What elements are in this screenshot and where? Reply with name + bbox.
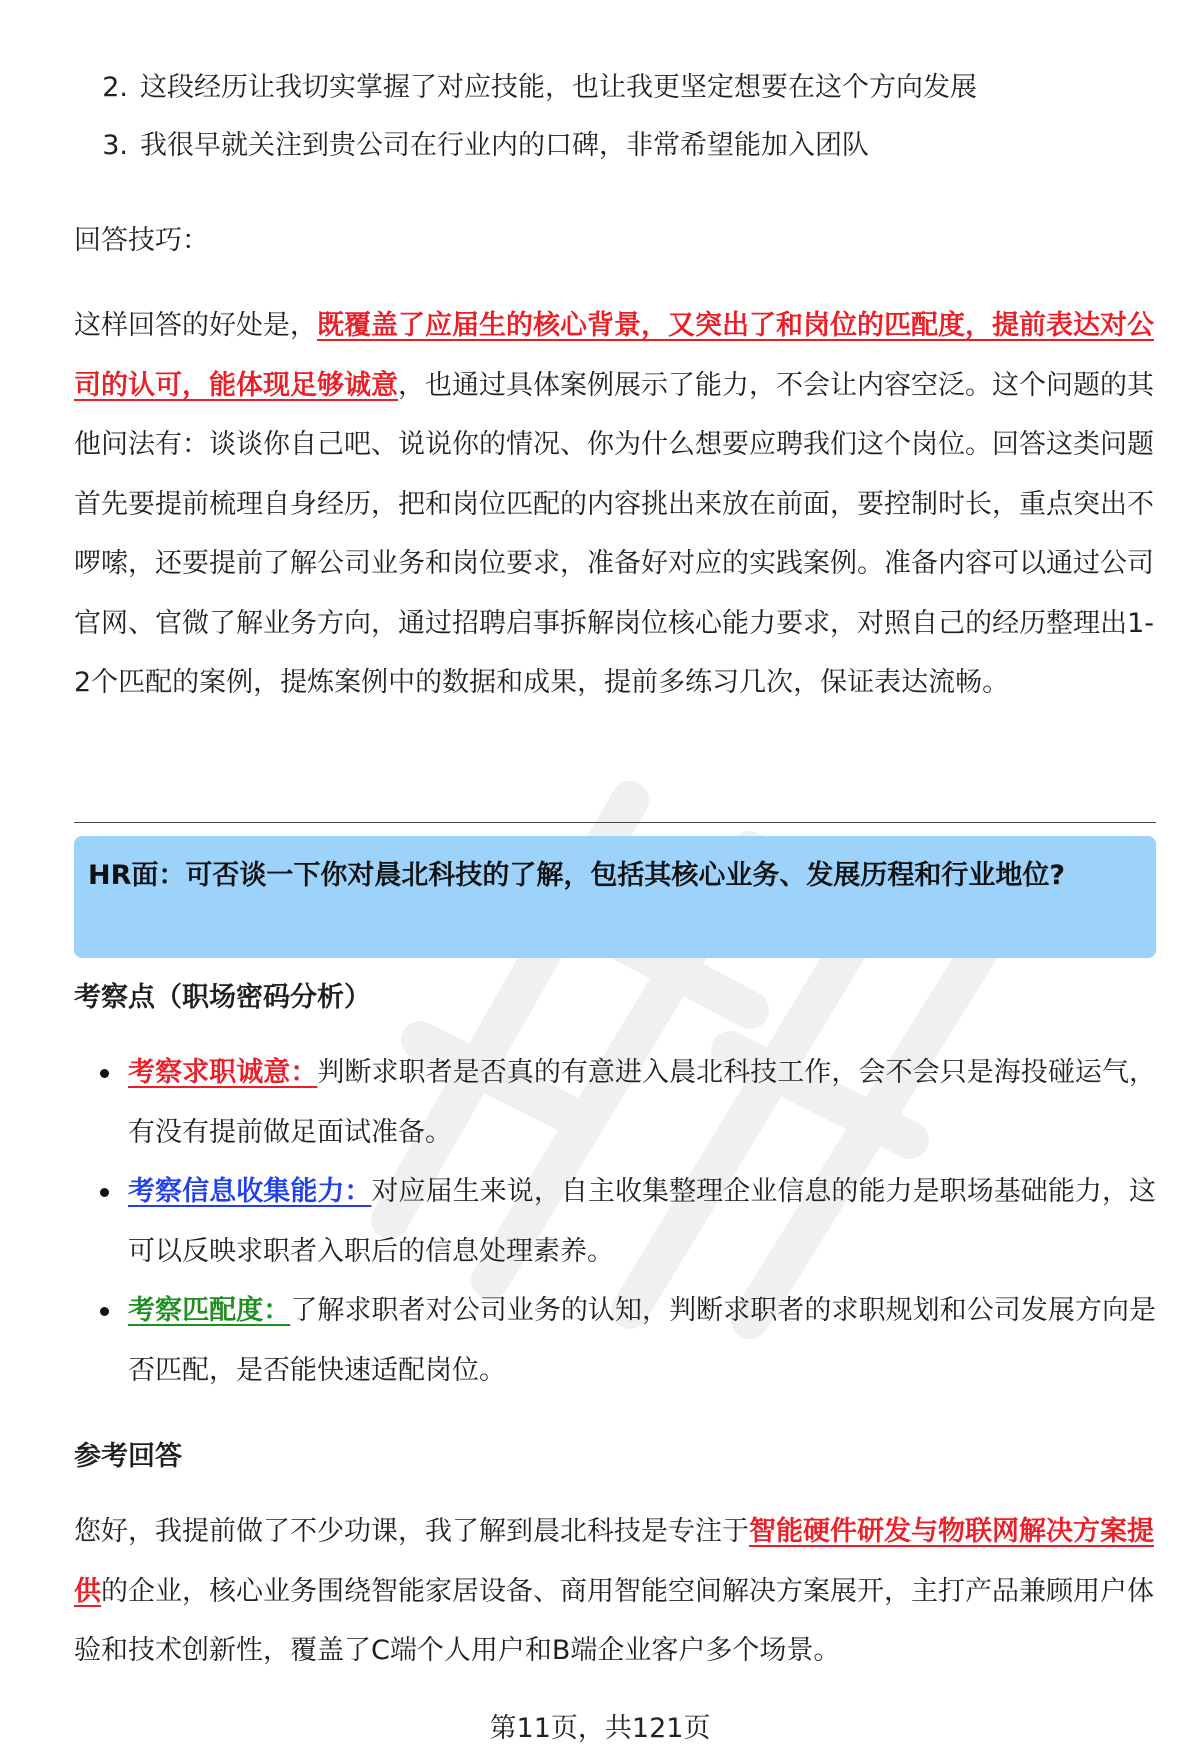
list-item-text: 这段经历让我切实掌握了对应技能，也让我更坚定想要在这个方向发展 [140, 72, 977, 103]
list-item [74, 126, 1154, 184]
reference-heading: 参考回答 [74, 1441, 182, 1472]
answer-text-start: 您好，我提前做了不少功课，我了解到晨北科技是专注于 [74, 1516, 749, 1547]
answer-text-rest: 的企业，核心业务围绕智能家居设备、商用智能空间解决方案展开，主打产品兼顾用户体验和技术创新性，覆盖了C端个人用户和B端企业客户多个场景。 [74, 1575, 1154, 1666]
list-item-number: 3. [102, 130, 128, 161]
assessment-item [74, 1043, 1156, 1162]
assessment-item [74, 1162, 1156, 1281]
assessment-text: 判断求职者是否真的有意进入晨北科技工作，会不会只是海投碰运气，有没有提前做足面试准备。 [128, 1057, 1157, 1148]
page-footer: 第11页，共121页 [489, 1713, 711, 1744]
list-item-number: 2. [102, 72, 128, 103]
tips-label: 回答技巧： [74, 225, 209, 256]
tips-text-rest: ，也通过具体案例展示了能力，不会让内容空泛。这个问题的其他问法有：谈谈你自己吧、说说你的情况、你为什么想要应聘我们这个岗位。回答这类问题首先要提前梳理自身经历，把和岗位匹配的内容挑出来放在前面，要控制时长，重点突出不啰嗦，还要提前了解公司业务和岗位要求，准备好对应的实践案例。准备内容可以通过公司官网、官微了解业务方向，通过招聘启事拆解岗位核心能力要求，对照自己的经历整理出1-2个匹配的案例，提炼案例中的数据和成果，提前多练习几次，保证表达流畅。 [74, 369, 1154, 698]
answer-highlight: 智能硬件研发与物联网解决方案提供 [74, 1516, 1154, 1607]
list-item [74, 68, 1154, 126]
assessment-item [74, 1281, 1156, 1400]
numbered-list [74, 68, 1154, 184]
bullet-dot-icon [74, 1043, 128, 1162]
assessment-list [74, 1043, 1156, 1400]
question-text: HR面：可否谈一下你对晨北科技的了解，包括其核心业务、发展历程和行业地位? [88, 860, 1066, 891]
assessment-label: 考察求职诚意： [128, 1057, 318, 1088]
list-item-text: 我很早就关注到贵公司在行业内的口碑，非常希望能加入团队 [140, 130, 869, 161]
answer-paragraph [74, 1502, 1154, 1681]
assessment-label: 考察信息收集能力： [128, 1176, 372, 1207]
tips-highlight: 既覆盖了应届生的核心背景，又突出了和岗位的匹配度，提前表达对公司的认可，能体现足够诚意 [74, 310, 1154, 401]
tips-paragraph [74, 296, 1154, 713]
assessment-text: 了解求职者对公司业务的认知，判断求职者的求职规划和公司发展方向是否匹配，是否能快速适配岗位。 [128, 1295, 1157, 1386]
section-divider [74, 822, 1156, 823]
tips-text-start: 这样回答的好处是， [74, 310, 317, 341]
bullet-dot-icon [74, 1281, 128, 1400]
assessment-label: 考察匹配度： [128, 1295, 291, 1326]
bullet-dot-icon [74, 1162, 128, 1281]
assessment-heading: 考察点（职场密码分析） [74, 982, 371, 1013]
assessment-text: 对应届生来说，自主收集整理企业信息的能力是职场基础能力，这可以反映求职者入职后的信息处理素养。 [128, 1176, 1157, 1267]
question-box [74, 836, 1156, 958]
